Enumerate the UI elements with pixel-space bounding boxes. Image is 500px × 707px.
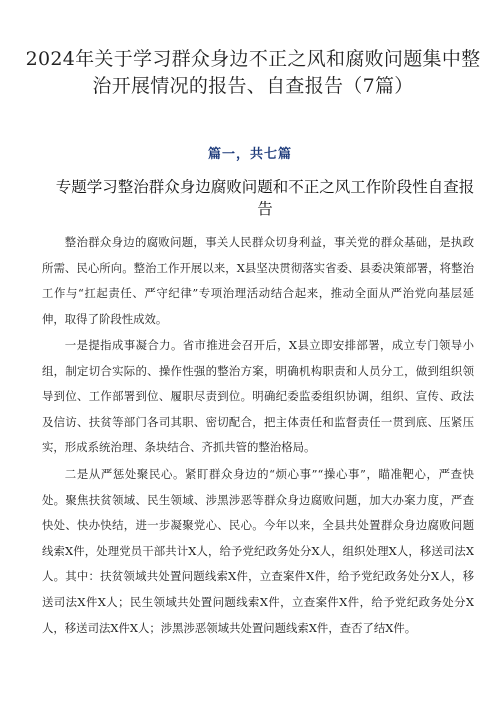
paragraph-point-one: 一是提指成事凝合力。省市推进会召开后，X县立即安排部署，成立专门领导小组，制定切合实际的、操作性强的整治方案，明确机构职责和人员分工，做到组织领导到位、工作部署到位、履职尽责到位。明确纪委监委组织协调，组织、宣传、政法及信访、扶贫等部门各司其职、密切配合，把主体责任和监督责任一贯到底、压紧压实，形成系统治理、条块结合、齐抓共管的整治格局。 <box>42 338 474 455</box>
paragraph-point-two: 二是从严惩处聚民心。紧盯群众身边的“烦心事”“操心事”，瞄准靶心，严查快处。聚焦扶贫领域、民生领域、涉黑涉恶等群众身边腐败问题，加大办案力度，严查快处、快办快结，进一步凝聚党心、民心。今年以来，全县共处置群众身边腐败问题线索X件，处理党员干部共计X人，给予党纪政务处分X人，组织处理X人，移送司法X人。其中：扶贫领域共处置问题线索X件，立查案件X件，给予党纪政务处分X人，移送司法X件X人；民生领域共处置问题线索X件，立查案件X件，给予党纪政务处分X人，移送司法X件X人；涉黑涉恶领域共处置问题线索X件，查否了结X件。 <box>42 467 474 635</box>
section-subtitle: 专题学习整治群众身边腐败问题和不正之风工作阶段性自查报告 <box>55 178 475 218</box>
document-title: 2024年关于学习群众身边不正之风和腐败问题集中整治开展情况的报告、自查报告（7篇） <box>25 48 481 97</box>
part-heading: 篇一，共七篇 <box>207 147 292 162</box>
paragraph-intro: 整治群众身边的腐败问题，事关人民群众切身利益，事关党的群众基础，是执政所需、民心所向。整治工作开展以来，X县坚决贯彻落实省委、县委决策部署，将整治工作与“扛起责任、严守纪律”专项治理活动结合起来，推动全面从严治党向基层延伸，取得了阶段性成效。 <box>42 235 474 326</box>
